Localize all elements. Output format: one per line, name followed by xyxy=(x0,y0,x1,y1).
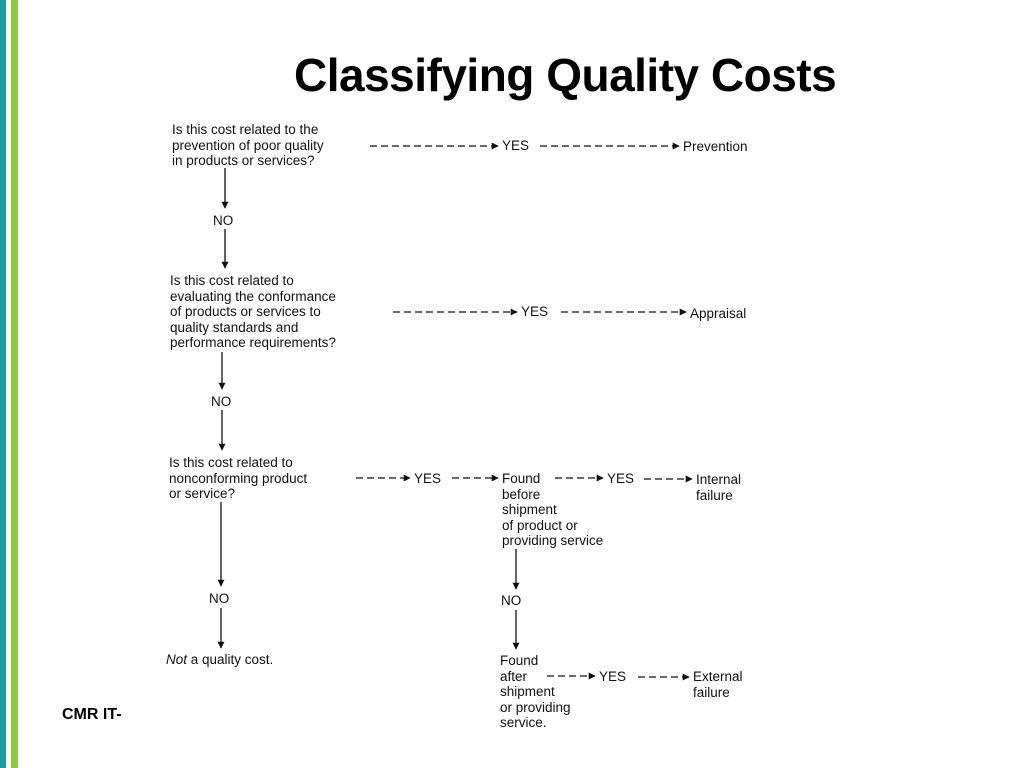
yes-label-internal: YES xyxy=(607,471,635,486)
yes-label-external: YES xyxy=(599,669,627,684)
found-before-shipment: Found before shipment of product or providing service xyxy=(502,471,604,548)
no-label-2: NO xyxy=(211,394,232,409)
yes-label-nonconforming: YES xyxy=(414,471,442,486)
slide-title: Classifying Quality Costs xyxy=(294,49,837,101)
result-appraisal: Appraisal xyxy=(690,306,747,321)
no-label-3: NO xyxy=(209,591,230,606)
yes-label-prevention: YES xyxy=(502,138,530,153)
no-label-4: NO xyxy=(501,593,522,608)
question-prevention: Is this cost related to the prevention of poor quality in products or services? xyxy=(172,122,324,168)
not-quality-cost-rest: a quality cost. xyxy=(187,652,274,667)
found-after-shipment: Found after shipment or providing service. xyxy=(500,653,571,730)
yes-label-appraisal: YES xyxy=(521,304,549,319)
question-nonconforming: Is this cost related to nonconforming product or service? xyxy=(169,455,308,501)
not-emphasis: Not xyxy=(166,652,188,667)
result-external-failure: External failure xyxy=(693,669,743,700)
result-prevention: Prevention xyxy=(683,139,748,154)
no-label-1: NO xyxy=(213,213,234,228)
question-appraisal: Is this cost related to evaluating the conformance of products or services to quality standards and performance requirements? xyxy=(170,273,336,350)
footer-text: CMR IT- xyxy=(62,706,122,723)
result-internal-failure: Internal failure xyxy=(696,472,742,503)
